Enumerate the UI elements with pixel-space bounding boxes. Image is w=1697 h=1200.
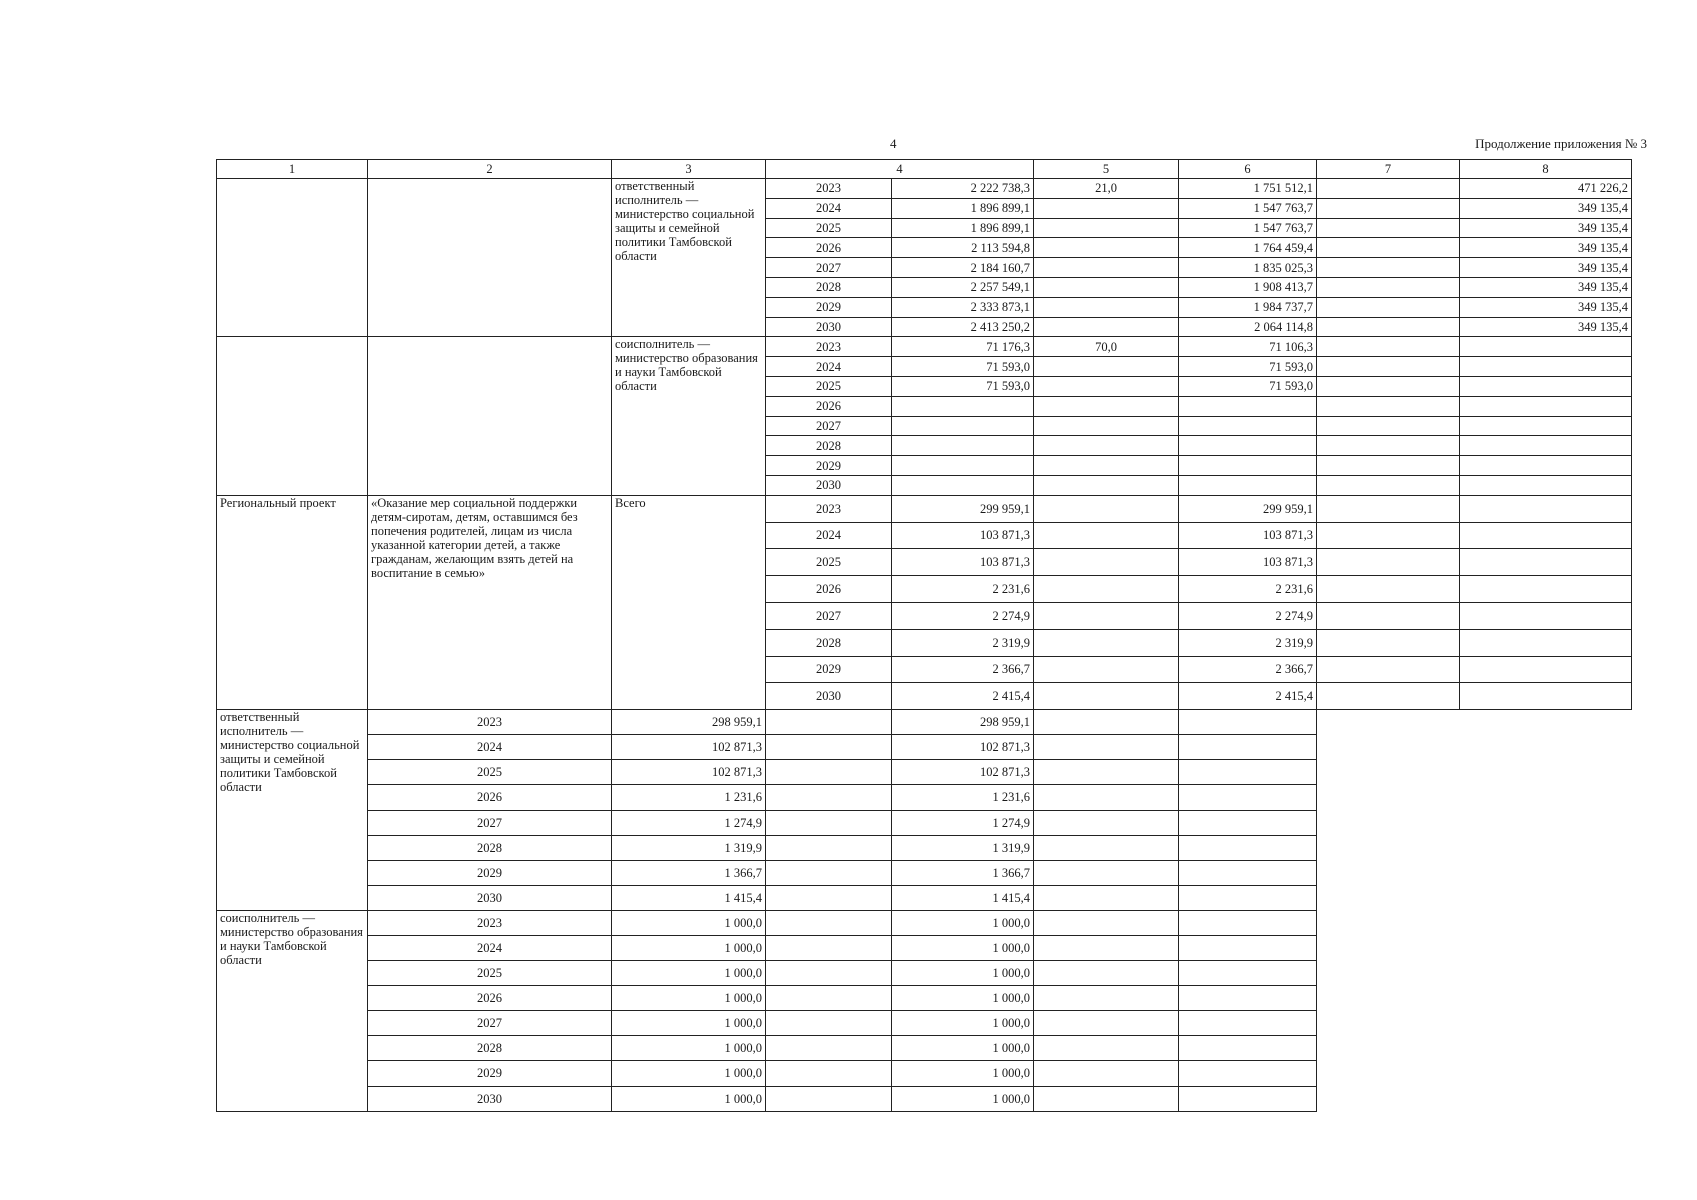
- cell-total: 71 176,3: [892, 337, 1034, 357]
- cell-col1: [217, 179, 368, 337]
- cell-c7: [1317, 357, 1460, 377]
- cell-year: 2028: [766, 436, 892, 456]
- cell-c5: [1034, 456, 1179, 476]
- cell-c8: [1460, 475, 1632, 495]
- cell-c6: 1 000,0: [892, 1061, 1034, 1086]
- cell-c5: [1034, 602, 1179, 629]
- cell-c6: 1 000,0: [892, 1011, 1034, 1036]
- cell-year: 2025: [368, 961, 612, 986]
- cell-c6: 102 871,3: [892, 760, 1034, 785]
- cell-year: 2028: [368, 835, 612, 860]
- cell-c8: 349 135,4: [1460, 277, 1632, 297]
- cell-c6: 1 547 763,7: [1179, 218, 1317, 238]
- header-col-3: 3: [612, 160, 766, 179]
- cell-c6: 1 319,9: [892, 835, 1034, 860]
- cell-c5: [1034, 522, 1179, 549]
- cell-total: 71 593,0: [892, 357, 1034, 377]
- cell-total: 102 871,3: [612, 760, 766, 785]
- cell-c6: [1179, 436, 1317, 456]
- cell-c8: [1460, 376, 1632, 396]
- header-col-8: 8: [1460, 160, 1632, 179]
- cell-c6: 1 908 413,7: [1179, 277, 1317, 297]
- cell-total: 1 231,6: [612, 785, 766, 810]
- cell-c7: [1034, 935, 1179, 960]
- cell-total: 102 871,3: [612, 735, 766, 760]
- cell-c5: [1034, 475, 1179, 495]
- cell-year: 2024: [766, 522, 892, 549]
- cell-c7: [1034, 1011, 1179, 1036]
- project-row-group: [217, 710, 1632, 911]
- cell-c8: [1179, 785, 1317, 810]
- cell-c7: [1317, 549, 1460, 576]
- cell-total: 2 257 549,1: [892, 277, 1034, 297]
- cell-year: 2030: [766, 317, 892, 337]
- project-row-group: [217, 495, 1632, 709]
- cell-c6: 2 274,9: [1179, 602, 1317, 629]
- cell-participant: ответственный исполнитель — министерство социальной защиты и семейной политики Тамбовской области: [217, 710, 368, 911]
- cell-c6: 2 366,7: [1179, 656, 1317, 683]
- cell-year: 2029: [766, 656, 892, 683]
- cell-total: [892, 416, 1034, 436]
- header-col-4: 4: [766, 160, 1034, 179]
- cell-year: 2028: [766, 629, 892, 656]
- cell-year: 2025: [368, 760, 612, 785]
- cell-c6: 1 000,0: [892, 961, 1034, 986]
- page-number: 4: [890, 136, 897, 151]
- cell-c5: [1034, 297, 1179, 317]
- cell-year: 2025: [766, 376, 892, 396]
- cell-total: 2 415,4: [892, 683, 1034, 710]
- cell-c6: 71 593,0: [1179, 357, 1317, 377]
- cell-c6: [1179, 416, 1317, 436]
- cell-c6: 71 593,0: [1179, 376, 1317, 396]
- cell-c8: [1179, 986, 1317, 1011]
- cell-year: 2027: [368, 810, 612, 835]
- cell-c7: [1317, 198, 1460, 218]
- cell-c7: [1034, 760, 1179, 785]
- cell-c6: 1 000,0: [892, 1036, 1034, 1061]
- cell-c7: [1317, 522, 1460, 549]
- cell-year: 2023: [766, 337, 892, 357]
- cell-total: 1 274,9: [612, 810, 766, 835]
- cell-c7: [1317, 297, 1460, 317]
- table-row: [217, 986, 1632, 1011]
- cell-c8: [1179, 1061, 1317, 1086]
- cell-c8: [1460, 522, 1632, 549]
- cell-participant: ответственный исполнитель — министерство социальной защиты и семейной политики Тамбовской области: [612, 179, 766, 337]
- cell-c7: [1317, 396, 1460, 416]
- cell-c5: 21,0: [1034, 179, 1179, 199]
- cell-c6: 2 231,6: [1179, 576, 1317, 603]
- cell-c7: [1317, 495, 1460, 522]
- header-col-7: 7: [1317, 160, 1460, 179]
- cell-col2: [368, 337, 612, 495]
- cell-year: 2030: [368, 885, 612, 910]
- cell-c7: [1034, 1086, 1179, 1111]
- cell-c5: [766, 835, 892, 860]
- cell-c6: [1179, 456, 1317, 476]
- cell-c7: [1034, 710, 1179, 735]
- cell-c6: 299 959,1: [1179, 495, 1317, 522]
- project-row-group: [217, 910, 1632, 1111]
- table-row: [217, 710, 1632, 735]
- cell-c8: [1460, 396, 1632, 416]
- cell-c5: [1034, 218, 1179, 238]
- cell-c6: 1 000,0: [892, 910, 1034, 935]
- cell-c8: [1179, 810, 1317, 835]
- cell-year: 2029: [766, 456, 892, 476]
- project-name: «Оказание мер социальной поддержки детям-сиротам, детям, оставшимся без попечения родителей, лицам из числа указанной категории детей, а также гражданам, желающим взять детей на воспитание в семью»: [368, 495, 612, 709]
- cell-c5: [766, 735, 892, 760]
- table-row: [217, 810, 1632, 835]
- project-type: Региональный проект: [217, 495, 368, 709]
- cell-year: 2024: [368, 935, 612, 960]
- cell-total: 1 000,0: [612, 961, 766, 986]
- cell-year: 2030: [766, 683, 892, 710]
- cell-year: 2029: [368, 1061, 612, 1086]
- cell-c6: 103 871,3: [1179, 549, 1317, 576]
- cell-c5: [1034, 683, 1179, 710]
- cell-total: 2 184 160,7: [892, 258, 1034, 278]
- cell-c8: [1179, 1011, 1317, 1036]
- cell-year: 2023: [368, 910, 612, 935]
- cell-c6: 1 415,4: [892, 885, 1034, 910]
- cell-total: 1 319,9: [612, 835, 766, 860]
- cell-c8: [1179, 710, 1317, 735]
- table-row: [217, 885, 1632, 910]
- cell-total: 1 000,0: [612, 986, 766, 1011]
- cell-total: [892, 396, 1034, 416]
- table-row: [217, 735, 1632, 760]
- table-row: [217, 1086, 1632, 1111]
- cell-c8: 349 135,4: [1460, 238, 1632, 258]
- cell-c5: [766, 935, 892, 960]
- cell-c5: 70,0: [1034, 337, 1179, 357]
- cell-c7: [1034, 961, 1179, 986]
- cell-c6: 1 984 737,7: [1179, 297, 1317, 317]
- cell-year: 2027: [368, 1011, 612, 1036]
- cell-c8: [1460, 629, 1632, 656]
- cell-c8: [1179, 961, 1317, 986]
- cell-c7: [1034, 986, 1179, 1011]
- cell-c6: 1 000,0: [892, 1086, 1034, 1111]
- cell-c5: [1034, 576, 1179, 603]
- cell-c5: [766, 785, 892, 810]
- cell-c5: [1034, 277, 1179, 297]
- budget-table: [216, 159, 1632, 1112]
- cell-c7: [1317, 436, 1460, 456]
- header-col-6: 6: [1179, 160, 1317, 179]
- cell-c8: [1460, 576, 1632, 603]
- table-row: [217, 835, 1632, 860]
- table-row: [217, 760, 1632, 785]
- cell-total: 2 319,9: [892, 629, 1034, 656]
- cell-year: 2027: [766, 602, 892, 629]
- cell-c8: [1460, 337, 1632, 357]
- cell-c5: [766, 986, 892, 1011]
- cell-c5: [1034, 629, 1179, 656]
- table-row: [217, 910, 1632, 935]
- cell-participant: Всего: [612, 495, 766, 709]
- cell-year: 2027: [766, 258, 892, 278]
- cell-year: 2028: [766, 277, 892, 297]
- header-col-2: 2: [368, 160, 612, 179]
- cell-c8: [1460, 436, 1632, 456]
- cell-c8: 349 135,4: [1460, 317, 1632, 337]
- cell-c7: [1034, 1036, 1179, 1061]
- cell-year: 2029: [766, 297, 892, 317]
- cell-c6: [1179, 396, 1317, 416]
- cell-c7: [1317, 238, 1460, 258]
- cell-c7: [1034, 885, 1179, 910]
- cell-year: 2024: [368, 735, 612, 760]
- cell-c5: [766, 860, 892, 885]
- cell-year: 2026: [766, 396, 892, 416]
- cell-c5: [766, 961, 892, 986]
- cell-c6: 103 871,3: [1179, 522, 1317, 549]
- cell-c8: 471 226,2: [1460, 179, 1632, 199]
- cell-c5: [766, 885, 892, 910]
- cell-c8: [1460, 683, 1632, 710]
- table-row: [217, 860, 1632, 885]
- row-group: [217, 179, 1632, 337]
- cell-c6: 2 415,4: [1179, 683, 1317, 710]
- table-row: [217, 337, 1632, 357]
- cell-c5: [766, 910, 892, 935]
- table-header: [217, 160, 1632, 179]
- cell-total: 2 366,7: [892, 656, 1034, 683]
- cell-total: 2 113 594,8: [892, 238, 1034, 258]
- cell-c8: [1460, 602, 1632, 629]
- cell-c6: 1 547 763,7: [1179, 198, 1317, 218]
- cell-c5: [766, 710, 892, 735]
- cell-total: 1 000,0: [612, 1036, 766, 1061]
- cell-c7: [1317, 576, 1460, 603]
- cell-c8: [1460, 656, 1632, 683]
- cell-c5: [1034, 549, 1179, 576]
- cell-c6: 1 274,9: [892, 810, 1034, 835]
- cell-c7: [1317, 629, 1460, 656]
- cell-c8: [1460, 495, 1632, 522]
- cell-c6: 1 764 459,4: [1179, 238, 1317, 258]
- cell-total: 103 871,3: [892, 549, 1034, 576]
- cell-year: 2026: [766, 238, 892, 258]
- cell-total: 298 959,1: [612, 710, 766, 735]
- table-row: [217, 961, 1632, 986]
- cell-c5: [1034, 416, 1179, 436]
- cell-c7: [1034, 785, 1179, 810]
- cell-year: 2030: [368, 1086, 612, 1111]
- cell-c8: [1179, 885, 1317, 910]
- cell-c7: [1317, 376, 1460, 396]
- table-row: [217, 785, 1632, 810]
- table-row: [217, 1061, 1632, 1086]
- cell-total: 1 000,0: [612, 910, 766, 935]
- cell-c6: 1 000,0: [892, 935, 1034, 960]
- cell-c5: [1034, 436, 1179, 456]
- cell-c8: 349 135,4: [1460, 198, 1632, 218]
- cell-c6: 1 000,0: [892, 986, 1034, 1011]
- cell-c6: 298 959,1: [892, 710, 1034, 735]
- cell-c7: [1317, 179, 1460, 199]
- cell-year: 2025: [766, 549, 892, 576]
- header-row: [217, 160, 1632, 179]
- cell-year: 2027: [766, 416, 892, 436]
- cell-c5: [766, 1036, 892, 1061]
- cell-year: 2026: [368, 785, 612, 810]
- cell-c8: [1179, 1086, 1317, 1111]
- cell-c5: [1034, 656, 1179, 683]
- continuation-note: Продолжение приложения № 3: [1475, 136, 1647, 151]
- cell-c7: [1317, 456, 1460, 476]
- cell-c6: 102 871,3: [892, 735, 1034, 760]
- cell-c7: [1034, 735, 1179, 760]
- cell-c6: [1179, 475, 1317, 495]
- cell-total: 1 896 899,1: [892, 218, 1034, 238]
- cell-c5: [1034, 317, 1179, 337]
- cell-year: 2029: [368, 860, 612, 885]
- cell-c7: [1317, 656, 1460, 683]
- cell-c5: [766, 760, 892, 785]
- cell-year: 2028: [368, 1036, 612, 1061]
- cell-c8: [1460, 549, 1632, 576]
- cell-total: 2 231,6: [892, 576, 1034, 603]
- cell-c7: [1034, 810, 1179, 835]
- cell-c5: [1034, 376, 1179, 396]
- cell-c7: [1317, 602, 1460, 629]
- cell-c8: 349 135,4: [1460, 297, 1632, 317]
- cell-c6: 1 231,6: [892, 785, 1034, 810]
- cell-c6: 2 064 114,8: [1179, 317, 1317, 337]
- cell-c8: [1179, 760, 1317, 785]
- header-col-5: 5: [1034, 160, 1179, 179]
- cell-total: 71 593,0: [892, 376, 1034, 396]
- cell-total: [892, 475, 1034, 495]
- cell-c6: 71 106,3: [1179, 337, 1317, 357]
- cell-total: 1 000,0: [612, 935, 766, 960]
- cell-year: 2026: [368, 986, 612, 1011]
- cell-c8: [1460, 357, 1632, 377]
- cell-participant: соисполнитель — министерство образования и науки Тамбовской области: [217, 910, 368, 1111]
- cell-c7: [1034, 1061, 1179, 1086]
- cell-year: 2024: [766, 357, 892, 377]
- cell-total: [892, 436, 1034, 456]
- cell-c5: [1034, 396, 1179, 416]
- cell-total: 1 415,4: [612, 885, 766, 910]
- cell-total: 2 333 873,1: [892, 297, 1034, 317]
- cell-c7: [1034, 860, 1179, 885]
- table-row: [217, 935, 1632, 960]
- cell-c5: [766, 1011, 892, 1036]
- cell-total: 1 366,7: [612, 860, 766, 885]
- cell-c7: [1317, 683, 1460, 710]
- cell-total: 2 222 738,3: [892, 179, 1034, 199]
- table-row: [217, 1011, 1632, 1036]
- cell-c7: [1317, 258, 1460, 278]
- table-row: [217, 1036, 1632, 1061]
- cell-c8: [1460, 456, 1632, 476]
- cell-c6: 1 835 025,3: [1179, 258, 1317, 278]
- cell-c6: 1 366,7: [892, 860, 1034, 885]
- cell-year: 2030: [766, 475, 892, 495]
- cell-total: 2 413 250,2: [892, 317, 1034, 337]
- cell-c8: [1179, 910, 1317, 935]
- cell-total: 1 896 899,1: [892, 198, 1034, 218]
- cell-c5: [1034, 357, 1179, 377]
- cell-total: 103 871,3: [892, 522, 1034, 549]
- cell-col2: [368, 179, 612, 337]
- cell-c8: [1179, 735, 1317, 760]
- cell-total: 2 274,9: [892, 602, 1034, 629]
- cell-c7: [1034, 835, 1179, 860]
- cell-c7: [1317, 416, 1460, 436]
- cell-c5: [766, 1086, 892, 1111]
- cell-year: 2025: [766, 218, 892, 238]
- cell-year: 2023: [766, 179, 892, 199]
- cell-c5: [1034, 258, 1179, 278]
- table-row: [217, 179, 1632, 199]
- cell-total: 1 000,0: [612, 1086, 766, 1111]
- cell-c8: [1179, 1036, 1317, 1061]
- cell-participant: соисполнитель — министерство образования и науки Тамбовской области: [612, 337, 766, 495]
- table-row: [217, 495, 1632, 522]
- cell-c8: [1460, 416, 1632, 436]
- cell-c5: [766, 1061, 892, 1086]
- cell-col1: [217, 337, 368, 495]
- cell-c8: 349 135,4: [1460, 258, 1632, 278]
- cell-year: 2023: [368, 710, 612, 735]
- cell-c7: [1317, 277, 1460, 297]
- cell-c5: [1034, 198, 1179, 218]
- cell-total: 299 959,1: [892, 495, 1034, 522]
- cell-c8: 349 135,4: [1460, 218, 1632, 238]
- cell-c6: 1 751 512,1: [1179, 179, 1317, 199]
- cell-total: 1 000,0: [612, 1061, 766, 1086]
- cell-c7: [1317, 317, 1460, 337]
- cell-total: 1 000,0: [612, 1011, 766, 1036]
- cell-total: [892, 456, 1034, 476]
- header-col-1: 1: [217, 160, 368, 179]
- cell-c7: [1317, 337, 1460, 357]
- cell-c7: [1317, 475, 1460, 495]
- cell-c5: [1034, 495, 1179, 522]
- cell-c5: [1034, 238, 1179, 258]
- cell-c8: [1179, 935, 1317, 960]
- cell-c6: 2 319,9: [1179, 629, 1317, 656]
- cell-c8: [1179, 860, 1317, 885]
- cell-year: 2026: [766, 576, 892, 603]
- cell-c7: [1034, 910, 1179, 935]
- cell-c7: [1317, 218, 1460, 238]
- cell-c5: [766, 810, 892, 835]
- cell-c8: [1179, 835, 1317, 860]
- cell-year: 2024: [766, 198, 892, 218]
- row-group: [217, 337, 1632, 495]
- cell-year: 2023: [766, 495, 892, 522]
